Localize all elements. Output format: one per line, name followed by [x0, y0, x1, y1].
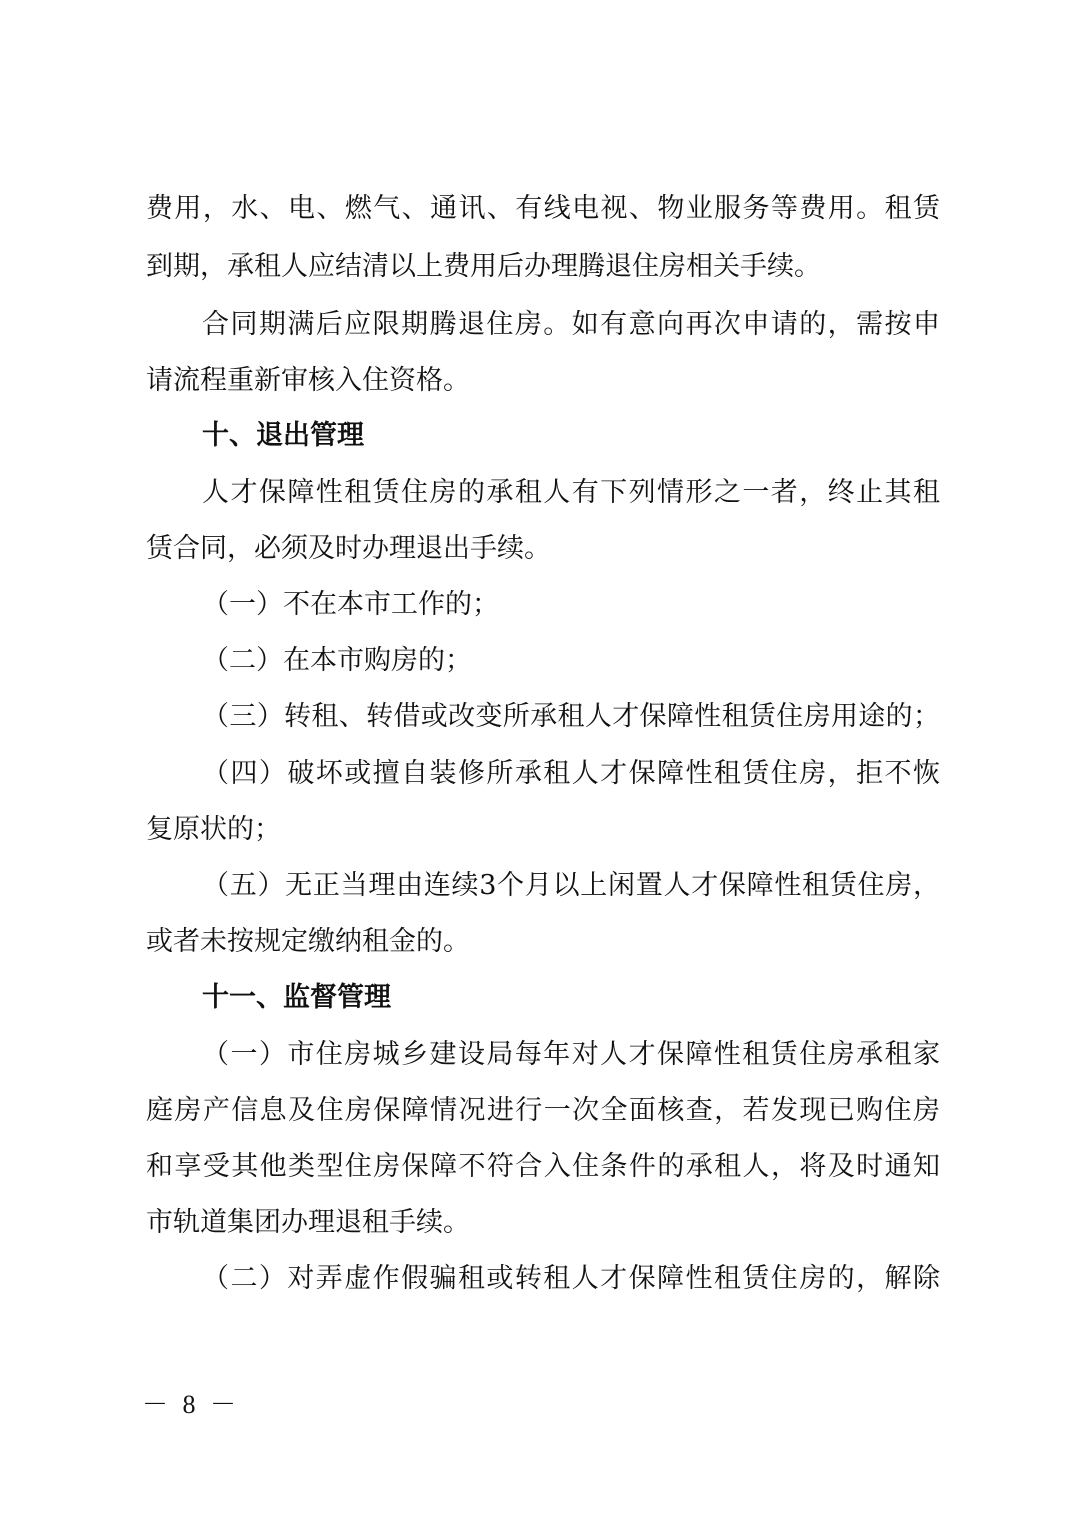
list-item-continuation: 复原状的； [146, 814, 281, 845]
list-item: （一）市住房城乡建设局每年对人才保障性租赁住房承租家 [202, 1039, 940, 1070]
list-item: （二）对弄虚作假骗租或转租人才保障性租赁住房的，解除 [202, 1263, 940, 1294]
list-item: （二）在本市购房的； [202, 645, 472, 676]
list-item-continuation: 或者未按规定缴纳租金的。 [146, 926, 470, 957]
list-item: （四）破坏或擅自装修所承租人才保障性租赁住房，拒不恢 [202, 758, 940, 789]
list-item-continuation: 和享受其他类型住房保障不符合入住条件的承租人，将及时通知 [146, 1151, 940, 1182]
body-text-line: 赁合同，必须及时办理退出手续。 [146, 533, 551, 564]
body-text-line: 合同期满后应限期腾退住房。如有意向再次申请的，需按申 [202, 309, 940, 340]
body-text-line: 人才保障性租赁住房的承租人有下列情形之一者，终止其租 [202, 477, 940, 508]
body-text-line: 请流程重新审核入住资格。 [146, 365, 470, 396]
body-text-line: 到期，承租人应结清以上费用后办理腾退住房相关手续。 [146, 251, 821, 282]
list-item: （一）不在本市工作的； [202, 589, 499, 620]
list-item-continuation: 庭房产信息及住房保障情况进行一次全面核查，若发现已购住房 [146, 1095, 940, 1126]
list-item: （五）无正当理由连续3个月以上闲置人才保障性租赁住房， [202, 870, 940, 901]
body-text-line: 费用，水、电、燃气、通讯、有线电视、物业服务等费用。租赁 [146, 193, 940, 224]
list-item-continuation: 市轨道集团办理退租手续。 [146, 1207, 470, 1238]
section-heading-supervision-management: 十一、监督管理 [202, 982, 391, 1013]
list-item: （三）转租、转借或改变所承租人才保障性租赁住房用途的； [202, 701, 940, 732]
section-heading-exit-management: 十、退出管理 [202, 420, 364, 451]
page-number: － 8 － [142, 1390, 241, 1419]
